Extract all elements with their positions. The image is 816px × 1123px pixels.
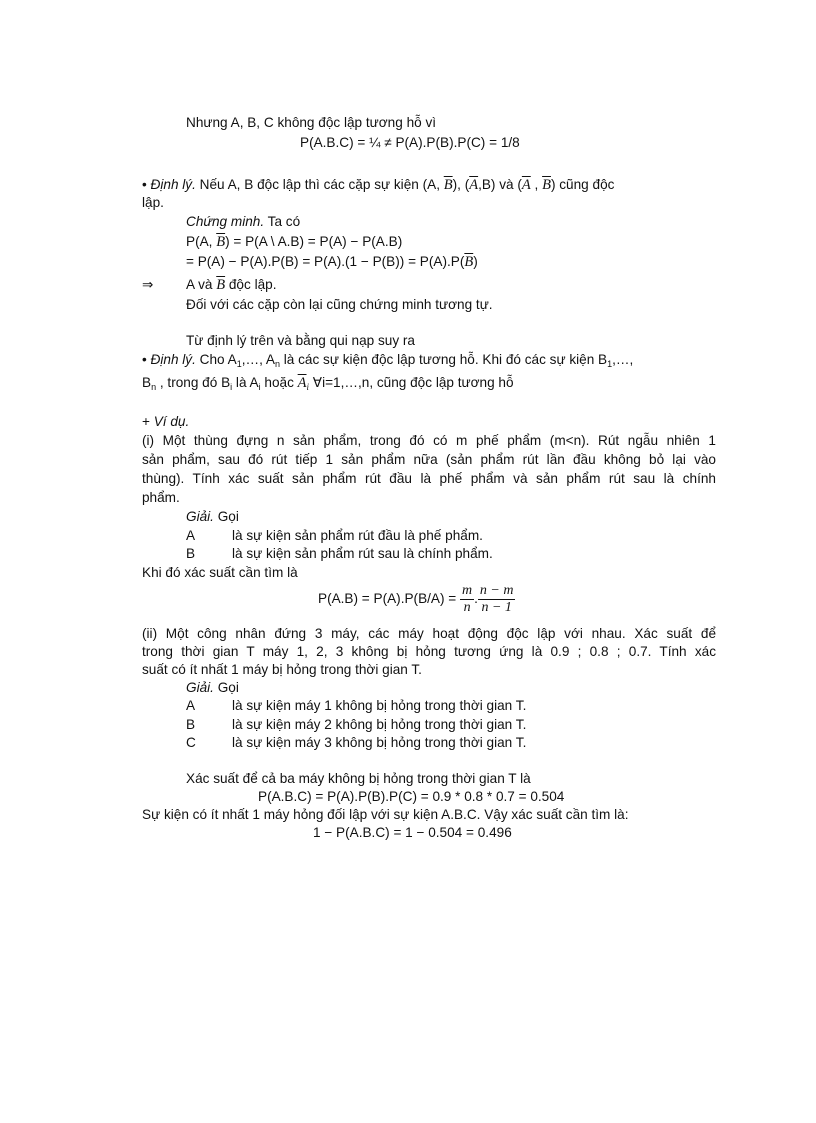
overline-symbol: $\overline{B}$ <box>216 234 226 250</box>
text: = P(A) − P(A).P(B) = P(A).(1 − P(B)) = P(A).P( <box>186 254 465 269</box>
denominator: n <box>463 599 471 615</box>
proof-heading <box>186 213 300 230</box>
paragraph-line: sản phẩm, sau đó rút tiếp 1 sản phẩm nữa (sản phẩm rút lần đầu không bỏ lại vào <box>142 452 716 467</box>
text: , <box>530 177 543 192</box>
overline-symbol: $\overline{B}$ <box>443 177 453 193</box>
event-label: C <box>186 735 196 750</box>
text: , trong đó B <box>156 375 231 390</box>
overline-symbol: $\overline{A}$ <box>469 177 479 193</box>
solution-title: Giải. <box>186 680 214 695</box>
equation: 1 − P(A.B.C) = 1 − 0.504 = 0.496 <box>313 825 512 840</box>
equation <box>186 233 402 251</box>
text: ) cũng độc <box>550 177 615 192</box>
solution-heading <box>186 508 239 525</box>
event-description: là sự kiện sản phẩm rút sau là chính phẩm. <box>232 546 493 561</box>
equation <box>186 253 478 271</box>
text: A và <box>186 277 217 292</box>
text: ,…, <box>612 352 634 367</box>
text-line: Sự kiện có ít nhất 1 máy hỏng đối lập với sự kiện A.B.C. Vậy xác suất cần tìm là: <box>142 807 629 822</box>
theorem-title: Định lý. <box>150 177 196 192</box>
text: Cho A <box>195 352 237 367</box>
fraction <box>478 583 516 616</box>
bullet: • <box>142 352 147 367</box>
proof-title: Chứng minh. <box>186 214 265 229</box>
overline-symbol: $\overline{B}$ <box>464 254 474 270</box>
subscript: 1 <box>236 359 242 369</box>
subscript: n <box>151 382 157 392</box>
text-line: Xác suất để cả ba máy không bị hỏng trong thời gian T là <box>186 771 531 786</box>
theorem-title: Định lý. <box>150 352 196 367</box>
text: là A <box>232 375 259 390</box>
text: ) <box>473 254 478 269</box>
overline-symbol: $\overline{A}$ <box>297 375 307 391</box>
text-line: Nhưng A, B, C không độc lập tương hỗ vì <box>186 115 437 130</box>
implies-symbol: ⇒ <box>142 277 154 292</box>
event-description: là sự kiện máy 2 không bị hỏng trong thời gian T. <box>232 717 527 732</box>
text-line <box>142 374 514 392</box>
numerator: n − m <box>479 582 514 598</box>
text: ), ( <box>452 177 470 192</box>
denominator: n − 1 <box>481 599 512 615</box>
example-heading <box>142 413 189 430</box>
event-label: A <box>186 698 196 713</box>
paragraph-line: suất có ít nhất 1 máy bị hỏng trong thời gian T. <box>142 662 422 677</box>
event-description: là sự kiện máy 1 không bị hỏng trong thời gian T. <box>232 698 527 713</box>
paragraph-line: trong thời gian T máy 1, 2, 3 không bị hỏng tương ứng là 0.9 ; 0.8 ; 0.7. Tính xác <box>142 644 716 659</box>
theorem-2 <box>142 351 633 368</box>
event-label: A <box>186 528 196 543</box>
overline-symbol: $\overline{B}$ <box>216 277 226 293</box>
solution-title: Giải. <box>186 509 214 524</box>
fraction <box>460 583 474 616</box>
text: Ta có <box>264 214 301 229</box>
text: Nếu A, B độc lập thì các cặp sự kiện (A, <box>195 177 444 192</box>
bullet: • <box>142 177 147 192</box>
text-line: lập. <box>142 195 164 210</box>
text: Gọi <box>213 680 239 695</box>
subscript: i <box>230 382 233 392</box>
example-title: Ví dụ. <box>153 414 190 429</box>
text-line <box>186 276 276 294</box>
text: ∀i=1,…,n, cũng độc lập tương hỗ <box>309 375 514 390</box>
text: là các sự kiện độc lập tương hỗ. Khi đó các sự kiện B <box>279 352 608 367</box>
paragraph-line: phẩm. <box>142 490 180 505</box>
event-description: là sự kiện sản phẩm rút đầu là phế phẩm. <box>232 528 483 543</box>
numerator: m <box>462 582 473 598</box>
text-line: Đối với các cặp còn lại cũng chứng minh tương tự. <box>186 297 493 312</box>
text: độc lập. <box>225 277 277 292</box>
theorem-1 <box>142 176 614 194</box>
text: + <box>142 414 154 429</box>
equation: P(A.B.C) = ¼ ≠ P(A).P(B).P(C) = 1/8 <box>300 135 520 150</box>
text: P(A.B) = P(A).P(B/A) = <box>318 591 461 606</box>
paragraph-line: thùng). Tính xác suất sản phẩm rút đầu là phế phẩm và sản phẩm rút sau là chính <box>142 471 716 486</box>
text: ,…, A <box>241 352 275 367</box>
text: ) = P(A \ A.B) = P(A) − P(A.B) <box>225 234 403 249</box>
event-label: B <box>186 717 196 732</box>
paragraph-line: (ii) Một công nhân đứng 3 máy, các máy hoạt động độc lập với nhau. Xác suất để <box>142 626 716 641</box>
event-label: B <box>186 546 196 561</box>
paragraph-line: (i) Một thùng đựng n sản phẩm, trong đó có m phế phẩm (m<n). Rút ngẫu nhiên 1 <box>142 433 716 448</box>
text: B <box>142 375 152 390</box>
subscript: n <box>274 359 280 369</box>
solution-heading <box>186 679 239 696</box>
formula <box>318 582 515 616</box>
subscript: i <box>306 382 310 392</box>
text: ,B) và ( <box>478 177 522 192</box>
subscript: 1 <box>607 359 613 369</box>
text: P(A, <box>186 234 217 249</box>
equation: P(A.B.C) = P(A).P(B).P(C) = 0.9 * 0.8 * 0.7 = 0.504 <box>258 789 565 804</box>
text-line: Từ định lý trên và bằng qui nạp suy ra <box>186 333 415 348</box>
text: . <box>474 591 478 606</box>
text-line: Khi đó xác suất cần tìm là <box>142 565 298 580</box>
subscript: i <box>258 382 261 392</box>
text: hoặc <box>260 375 298 390</box>
overline-symbol: $\overline{B}$ <box>542 177 551 193</box>
text: Gọi <box>213 509 239 524</box>
event-description: là sự kiện máy 3 không bị hỏng trong thời gian T. <box>232 735 527 750</box>
overline-symbol: $\overline{A}$ <box>521 177 531 193</box>
